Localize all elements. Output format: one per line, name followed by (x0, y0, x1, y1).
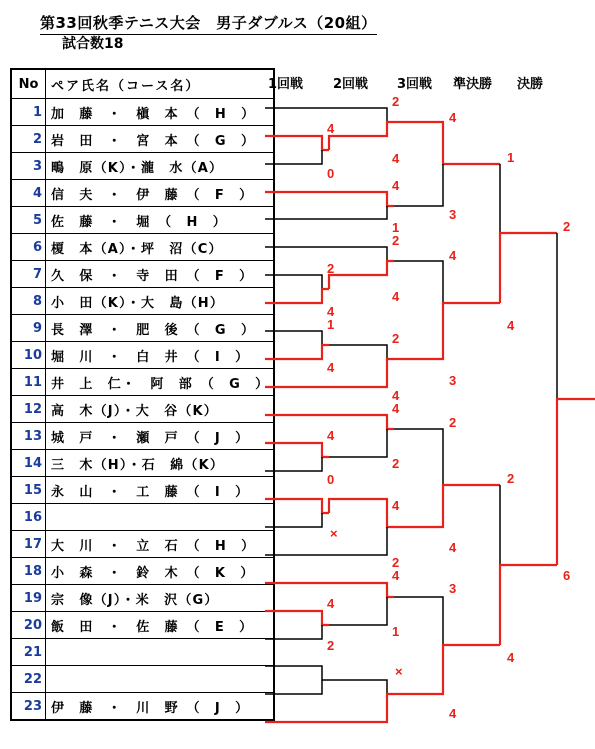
entry-number: 10 (11, 342, 46, 369)
score-label: 0 (327, 472, 335, 487)
score-label: 2 (392, 233, 400, 248)
score-label: 1 (327, 317, 335, 332)
entry-name: 小 森 ・ 鈴 木 （ K ） (46, 558, 275, 585)
score-label: 2 (327, 261, 335, 276)
bracket-line (265, 192, 394, 206)
score-label: 2 (507, 471, 515, 486)
score-label: 2 (392, 456, 400, 471)
score-label: 4 (449, 706, 457, 721)
entry-number: 20 (11, 612, 46, 639)
bracket-line (394, 485, 500, 527)
entry-name: 永 山 ・ 工 藤 （ I ） (46, 477, 275, 504)
bracket-line (265, 645, 500, 722)
entry-name: 大 川 ・ 立 石 （ H ） (46, 531, 275, 558)
entry-number: 3 (11, 153, 46, 180)
entry-number: 14 (11, 450, 46, 477)
entry-number: 1 (11, 99, 46, 126)
entry-number: 13 (11, 423, 46, 450)
score-label: 2 (392, 331, 400, 346)
bracket-line (394, 303, 500, 359)
entry-name: 高 木（J）・大 谷（K） (46, 396, 275, 423)
score-label: 4 (327, 596, 335, 611)
score-label: 4 (449, 540, 457, 555)
score-label: 4 (507, 650, 515, 665)
bracket-line (265, 611, 329, 625)
header-no: No (11, 69, 46, 99)
bracket-line (265, 331, 322, 345)
score-label: 3 (449, 207, 457, 222)
score-label: 2 (449, 415, 457, 430)
bracket-line (265, 247, 387, 261)
score-label: 4 (392, 401, 400, 416)
entry-number: 9 (11, 315, 46, 342)
bracket-line (265, 625, 322, 639)
entry-name: 信 夫 ・ 伊 藤 （ F ） (46, 180, 275, 207)
bracket-line (265, 499, 329, 513)
bracket-line (265, 136, 329, 150)
score-label: 2 (392, 555, 400, 570)
entry-name: 井 上 仁・ 阿 部 （ G ） (46, 369, 275, 396)
bracket-line (265, 415, 394, 429)
score-label: 4 (449, 248, 457, 263)
bracket-line (265, 289, 329, 303)
entry-name: 小 田（K）・大 島（H） (46, 288, 275, 315)
score-label: 4 (327, 121, 335, 136)
entry-name: 鴫 原（K）・瀧 水（A） (46, 153, 275, 180)
score-label: 4 (392, 178, 400, 193)
score-label: 2 (392, 94, 400, 109)
entry-number: 8 (11, 288, 46, 315)
bracket-line (394, 164, 443, 206)
entry-number: 4 (11, 180, 46, 207)
bracket-line (265, 108, 387, 122)
score-label: 4 (392, 568, 400, 583)
entry-name: 伊 藤 ・ 川 野 （ J ） (46, 693, 275, 721)
round-header-final: 決勝 (517, 77, 544, 92)
entry-name: 加 藤 ・ 槇 本 （ H ） (46, 99, 275, 126)
entry-number: 12 (11, 396, 46, 423)
bracket-line (394, 122, 500, 164)
bracket-line (394, 597, 443, 645)
bracket-line (265, 443, 329, 457)
score-label: 0 (327, 166, 335, 181)
entry-name: 城 戸 ・ 瀬 戸 （ J ） (46, 423, 275, 450)
bracket-line (500, 565, 557, 645)
round-header-1: 1回戦 (268, 77, 304, 92)
bracket-line (265, 513, 322, 527)
entry-number: 18 (11, 558, 46, 585)
entry-number: 16 (11, 504, 46, 531)
match-count: 試合数18 (62, 36, 124, 52)
entry-number: 2 (11, 126, 46, 153)
round-header-semifinal: 準決勝 (453, 77, 493, 92)
entry-number: 7 (11, 261, 46, 288)
bracket-line (500, 233, 557, 303)
score-label: 4 (449, 110, 457, 125)
score-label: 2 (327, 638, 335, 653)
entry-name: 久 保 ・ 寺 田 （ F ） (46, 261, 275, 288)
header-name: ペア氏名（コース名） (46, 69, 275, 99)
bracket-line (329, 261, 394, 289)
entry-name: 岩 田 ・ 宮 本 （ G ） (46, 126, 275, 153)
score-label: 4 (392, 498, 400, 513)
bracket-line (329, 597, 387, 625)
bracket-line (265, 457, 322, 471)
bracket-line (265, 345, 329, 359)
entry-number: 22 (11, 666, 46, 693)
score-label: 4 (392, 289, 400, 304)
bracket-line (329, 499, 394, 527)
entry-name: 佐 藤 ・ 堀 （ H ） (46, 207, 275, 234)
score-label: 1 (392, 220, 400, 235)
score-label: 3 (449, 373, 457, 388)
entry-name: 三 木（H）・石 綿（K） (46, 450, 275, 477)
score-label: 4 (327, 360, 335, 375)
bracket-line (394, 429, 443, 485)
entry-number: 11 (11, 369, 46, 396)
entry-number: 17 (11, 531, 46, 558)
entry-name: 長 澤 ・ 肥 後 （ G ） (46, 315, 275, 342)
entry-name: 榎 本（A）・坪 沼（C） (46, 234, 275, 261)
bracket-line (265, 206, 387, 219)
entry-name: 飯 田 ・ 佐 藤 （ E ） (46, 612, 275, 639)
walkover-mark: × (330, 526, 338, 541)
bracket-line (265, 583, 394, 597)
score-label: 4 (327, 428, 335, 443)
entry-number: 15 (11, 477, 46, 504)
round-header-3: 3回戦 (397, 77, 433, 92)
bracket-line (265, 680, 322, 694)
round-header-2: 2回戦 (333, 77, 369, 92)
score-label: 4 (327, 304, 335, 319)
entry-number: 6 (11, 234, 46, 261)
score-label: 1 (507, 150, 515, 165)
score-label: 6 (563, 568, 571, 583)
entry-name: 堀 川 ・ 白 井 （ I ） (46, 342, 275, 369)
page-title: 第33回秋季テニス大会 男子ダブルス（20組） (40, 12, 377, 35)
score-label: 2 (563, 219, 571, 234)
score-label: 4 (507, 318, 515, 333)
score-label: 1 (392, 624, 400, 639)
bracket-line (265, 666, 387, 694)
bracket-line (329, 429, 387, 457)
entry-name: 宗 像（J）・米 沢（G） (46, 585, 275, 612)
entry-number: 19 (11, 585, 46, 612)
walkover-mark: × (395, 664, 403, 679)
entry-number: 21 (11, 639, 46, 666)
bracket-line (265, 275, 322, 289)
bracket-line (265, 527, 387, 555)
bracket-line (329, 345, 387, 359)
bracket-line (557, 399, 595, 565)
score-label: 3 (449, 581, 457, 596)
score-label: 4 (392, 388, 400, 403)
bracket-line (329, 122, 394, 150)
entry-number: 5 (11, 207, 46, 234)
entry-number: 23 (11, 693, 46, 721)
score-label: 4 (392, 151, 400, 166)
bracket-line (265, 150, 322, 164)
bracket-line (394, 261, 443, 303)
